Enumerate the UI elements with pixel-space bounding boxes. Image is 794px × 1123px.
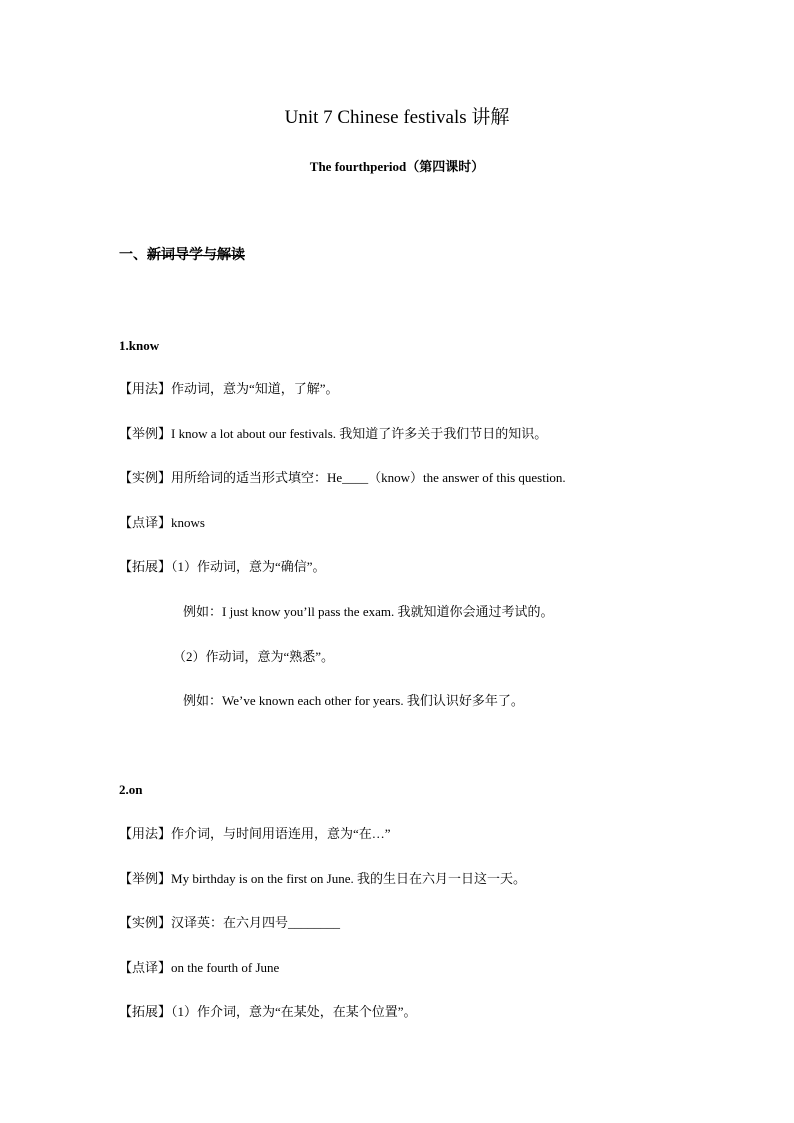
example-text: I know a lot about our festivals. 我知道了许多关于我们节日的知识。 (171, 426, 548, 441)
answer-line (119, 959, 279, 977)
extension-example-line: 例如：We’ve known each other for years. 我们认识好多年了。 (183, 693, 524, 708)
document-subtitle: The fourthperiod（第四课时） (309, 159, 485, 174)
item-heading-on: 2.on (119, 782, 143, 797)
usage-text: 作动词，意为“知道，了解”。 (171, 381, 339, 396)
section-heading (119, 246, 245, 266)
usage-tag: 【用法】 (119, 826, 172, 841)
exercise-text: 汉译英：在六月四号________ (171, 915, 341, 930)
usage-line (119, 380, 339, 398)
extension-example-line: 例如：I just know you’ll pass the exam. 我就知道你会通过考试的。 (183, 604, 554, 619)
exercise-tag: 【实例】 (119, 915, 172, 930)
extension-text: （1）作动词，意为“确信”。 (171, 559, 326, 574)
answer-tag: 【点译】 (119, 960, 172, 975)
answer-line (119, 514, 205, 532)
extension-text: （1）作介词，意为“在某处，在某个位置”。 (171, 1004, 417, 1019)
usage-tag: 【用法】 (119, 381, 172, 396)
exercise-tag: 【实例】 (119, 470, 172, 485)
usage-text: 作介词，与时间用语连用，意为“在…” (171, 826, 391, 841)
extension-tag: 【拓展】 (119, 1004, 172, 1019)
example-text: My birthday is on the first on June. 我的生日在六月一日这一天。 (171, 871, 526, 886)
exercise-line (119, 469, 566, 487)
example-line (119, 870, 526, 888)
exercise-line (119, 914, 340, 932)
extension-tag: 【拓展】 (119, 559, 172, 574)
extension-sense-line: （2）作动词，意为“熟悉”。 (173, 649, 335, 664)
document-title: Unit 7 Chinese festivals 讲解 (284, 107, 510, 128)
exercise-text: 用所给词的适当形式填空：He____（know）the answer of this question. (171, 470, 566, 485)
example-tag: 【举例】 (119, 426, 172, 441)
extension-line (119, 1003, 417, 1021)
extension-line (119, 558, 326, 576)
section-heading-prefix: 一、 (119, 248, 147, 263)
answer-tag: 【点译】 (119, 515, 172, 530)
section-heading-text: 新词导学与解读 (147, 248, 245, 263)
example-tag: 【举例】 (119, 871, 172, 886)
answer-text: knows (171, 515, 205, 530)
answer-text: on the fourth of June (171, 960, 280, 975)
item-heading-know: 1.know (119, 338, 160, 353)
usage-line (119, 825, 391, 843)
example-line (119, 425, 547, 443)
